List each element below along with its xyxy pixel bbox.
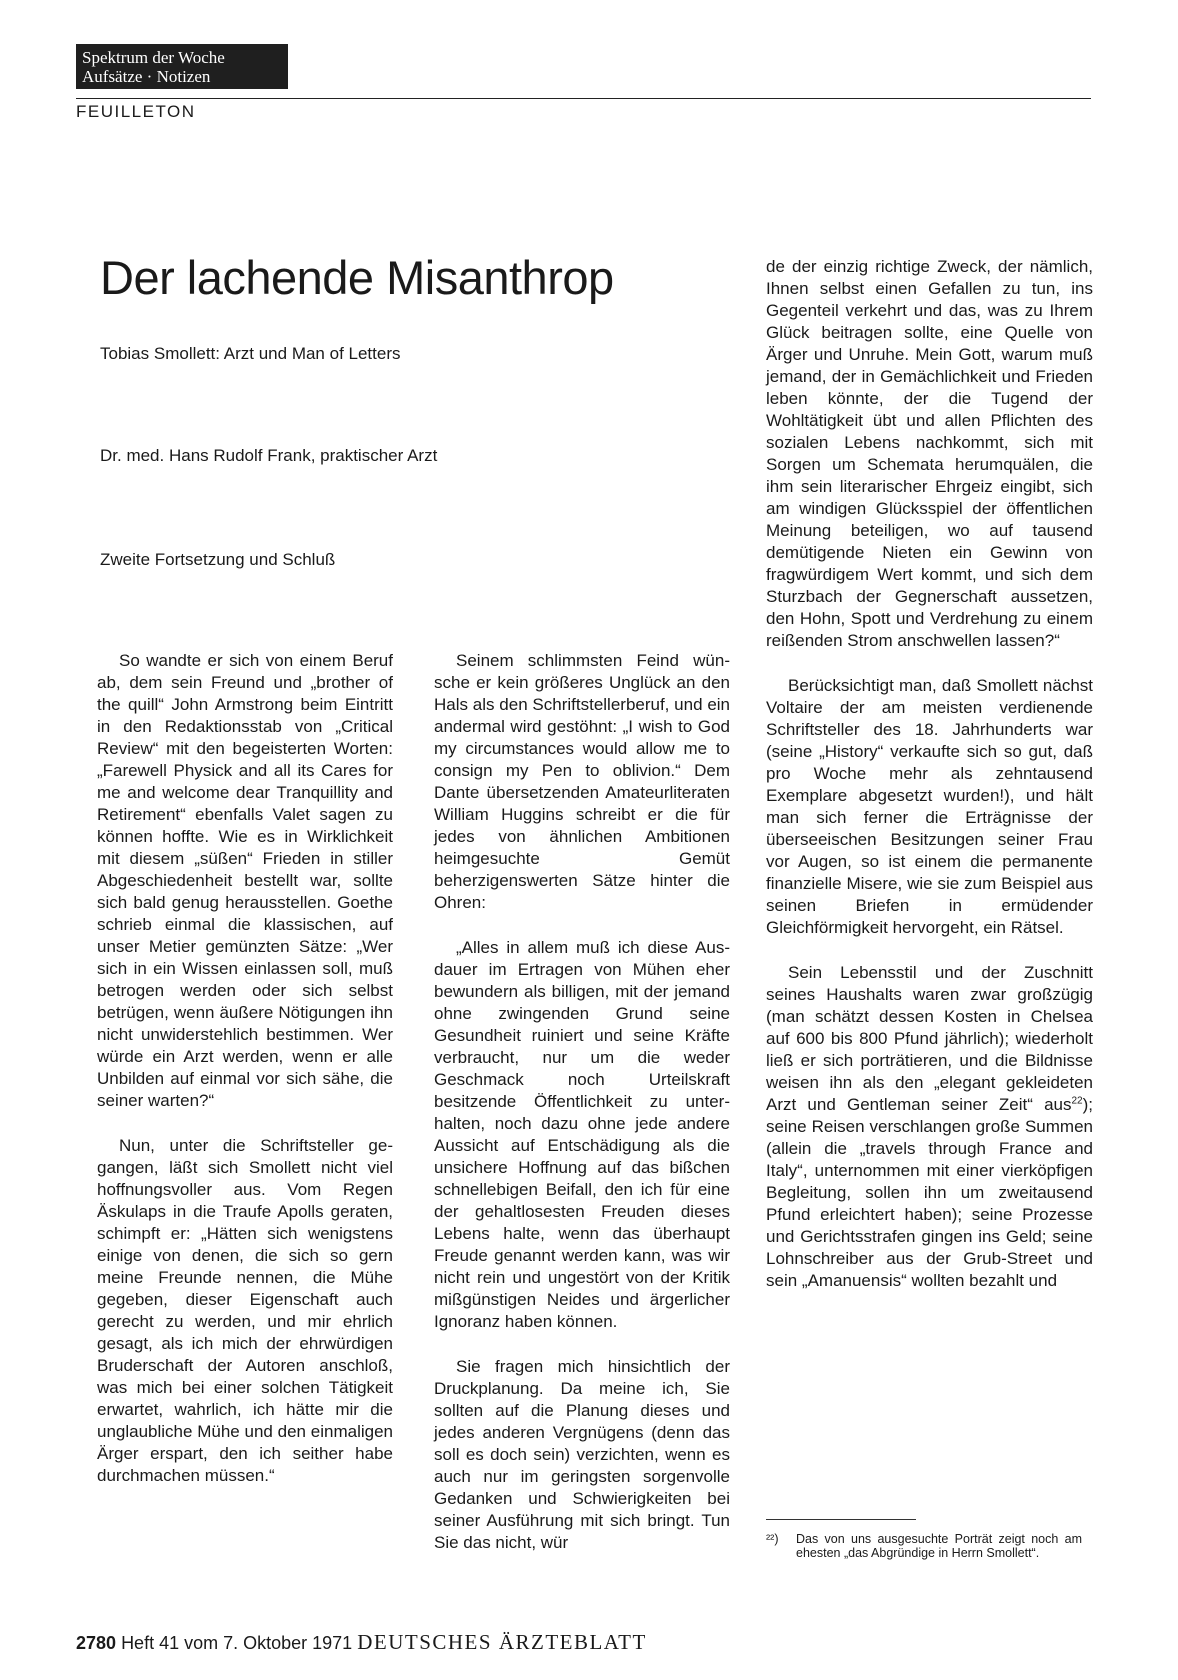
page-footer [76,1630,647,1655]
footnote-mark: ²²) [766,1532,779,1546]
masthead [76,44,288,89]
text-column-2 [434,650,730,1577]
page-number: 2780 [76,1633,117,1653]
paragraph [766,962,1093,1292]
masthead-line-2: Aufsätze · Notizen [82,67,211,86]
footnote [766,1532,1082,1560]
footnote-text: Das von uns ausgesuchte Porträt zeigt noch am ehesten „das Abgründige in Herrn Smollett“. [796,1532,1082,1560]
paragraph: Berücksichtigt man, daß Smollett nächst Voltaire der am meisten verdienende Schriftsteller des 18. Jahrhunderts war (seine „History“ verkaufte sich so gut, daß pro Woche mehr als zehntausend Exemplare abgesetzt wurden!), und hält man sich ferner die Erträgnisse der überseeischen Besitzungen seiner Frau vor Augen, so ist einem die permanente finanzielle Misere, wie sie zum Beispiel aus seinen Briefen in ermüdender Gleichförmigkeit hervorgeht, ein Rätsel. [766,676,1093,937]
article-subtitle: Tobias Smollett: Arzt und Man of Letters [100,344,401,363]
article-title: Der lachende Misanthrop [100,251,614,304]
continuation-note: Zweite Fortsetzung und Schluß [100,550,336,569]
paragraph: Seinem schlimmsten Feind wünsche er kein größeres Unglück an den Hals als den Schriftstellerberuf, und ein andermal wird gestöhnt: „I wish to God my circumstances would allow me to consign my Pen to oblivion.“ Dem Dante übersetzenden Amateurliteraten William Huggins schreibt er die für jedes von ähnlichen Ambitionen heimgesuchte Gemüt beherzigenswerten Sätze hinter die Ohren: [434,651,730,912]
section-label: FEUILLETON [76,102,196,121]
paragraph: de der einzig richtige Zweck, der nämlich, Ihnen selbst einen Gefallen zu tun, ins Gegenteil verkehrt und das, was zu Ihrem Glück beitragen sollte, eine Quelle von Ärger und Unruhe. Mein Gott, warum muß jemand, der in Gemächlichkeit und Frieden leben könnte, der die Tugend der Wohltätigkeit übt und allen Pflichten des sozialen Lebens nachkommt, sich mit Sorgen um Schemata herumquälen, die ihm sein literarischer Ehrgeiz eingibt, sich am windigen Glücksspiel der öffentlichen Meinung beteiligen, wo auf tausend demütigende Nieten ein Gewinn von fragwürdigem Wert kommt, und sich dem Sturzbach der Gegnerschaft aussetzen, den Hohn, Spott und Verdrehung zu einem reißenden Strom anschwellen lassen?“ [766,257,1093,650]
text-column-1 [97,650,393,1510]
paragraph-part: Sein Lebensstil und der Zuschnitt seines Haushalts waren zwar großzügig (man schätzt dessen Kosten in Chelsea auf 600 bis 800 Pfund jährlich); wiederholt ließ er sich porträtieren, und die Bildnisse weisen ihn als den „elegant gekleideten Arzt und Gentleman seiner Zeit“ aus [766,963,1093,1114]
issue-info: Heft 41 vom 7. Oktober 1971 [121,1633,353,1653]
paragraph: So wandte er sich von einem Beruf ab, dem sein Freund und „brother of the quill“ John Armstrong beim Eintritt in den Redaktionsstab von „Critical Review“ mit den begeisterten Worten: „Farewell Physick and all its Cares for me and welcome dear Tranquillity and Retirement“ ebenfalls Valet sagen zu können hoffte. Wie es in Wirklichkeit mit diesem „süßen“ Frieden in stiller Abgeschiedenheit bestellt war, sollte sich bald genug herausstellen. Goethe schrieb einmal die klassischen, auf unser Metier gemünzten Sätze: „Wer sich in ein Wissen einlassen soll, muß betrogen werden oder sich selbst betrügen, wenn äußere Nötigungen ihn nicht unwiderstehlich bestimmen. Wer würde ein Arzt werden, wenn er alle Unbilden auf einmal vor sich sähe, die seiner warten?“ [97,651,393,1110]
masthead-line-1: Spektrum der Woche [82,48,225,67]
paragraph-part: ); seine Reisen verschlangen große Summen (allein die „travels through France and Italy“, unternommen mit einer vierköpfigen Begleitung, sollen ihn um zweitausend Pfund erleichtert haben); seine Prozesse und Gerichtsstrafen gingen ins Geld; seine Lohnschreiber aus der Grub-Street und sein „Amanuensis“ wollten bezahlt und [766,1095,1093,1290]
paragraph: Nun, unter die Schriftsteller gegangen, läßt sich Smollett nicht viel hoffnungsvoller aus. Vom Regen Äskulaps in die Traufe Apolls geraten, schimpft er: „Hätten sich wenigstens einige von denen, die sich so gern meine Freunde nennen, die Mühe gegeben, dieser Eigenschaft auch gerecht zu werden, und mir ehrlich gesagt, als ich mich der ehrwürdigen Bruderschaft der Autoren anschloß, was mich bei einer solchen Tätigkeit erwartet, wahrlich, ich hätte mir die unglaubliche Mühe und den einmaligen Ärger erspart, den ich seither habe durchmachen müssen.“ [97,1136,393,1485]
footnote-reference: 22 [1071,1095,1083,1107]
paragraph: „Alles in allem muß ich diese Ausdauer im Ertragen von Mühen eher bewundern als billigen, mit der jemand ohne zwingenden Grund seine Gesundheit ruiniert und seine Kräfte verbraucht, nur um die weder Geschmack noch Urteilskraft besitzende Öffentlichkeit zu unterhalten, noch dazu ohne jede andere Aussicht auf Entschädigung als die unsichere Hoffnung auf das bißchen schnellebigen Beifall, den ich für eine der gehaltlosesten Freuden dieses Lebens halte, wenn das überhaupt Freude genannt werden kann, was wir nicht rein und ungestört von der Kritik mißgünstigen Neides und ärgerlicher Ignoranz haben können. [434,938,730,1331]
paragraph: Sie fragen mich hinsichtlich der Druckplanung. Da meine ich, Sie sollten auf die Planung dieses und jedes anderen Vergnügens (denn das soll es doch sein) verzichten, wenn es auch nur im geringsten sorgenvolle Gedanken und Schwierigkeiten bei seiner Ausführung mit sich bringt. Tun Sie das nicht, wür [434,1357,730,1552]
article-author: Dr. med. Hans Rudolf Frank, praktischer Arzt [100,446,438,465]
footnote-rule [766,1519,916,1520]
journal-name: DEUTSCHES ÄRZTEBLATT [357,1630,647,1654]
header-rule [76,98,1091,99]
text-column-3 [766,256,1093,1315]
